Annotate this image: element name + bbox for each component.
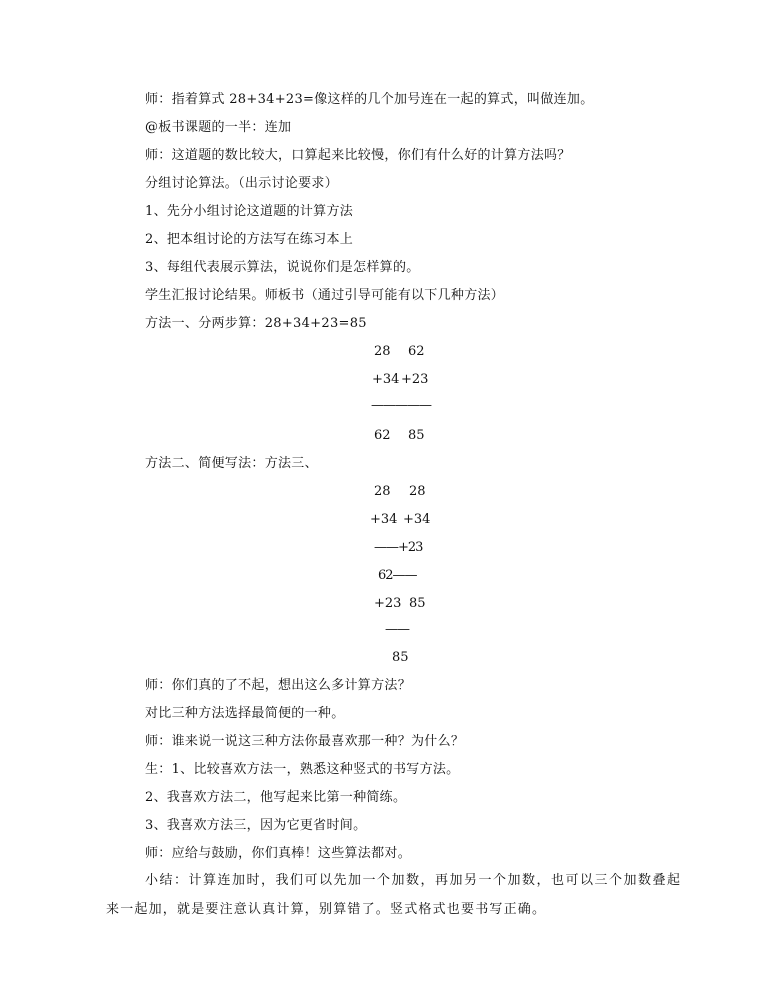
- m2-row3: ——+23: [374, 540, 423, 555]
- text-line-10: 师：你们真的了不起，想出这么多计算方法？: [145, 678, 412, 693]
- text-line-7: 3、每组代表展示算法，说说你们是怎样算的。: [145, 260, 420, 275]
- text-line-4: 分组讨论算法。（出示讨论要求）: [145, 176, 339, 191]
- m2-row1-b: 28: [409, 484, 426, 499]
- m2-row2-a: +34: [370, 512, 398, 527]
- m1-rule: —————: [371, 398, 431, 413]
- m2-rule: ——: [385, 622, 409, 637]
- text-line-8: 学生汇报讨论结果。师板书（通过引导可能有以下几种方法）: [145, 288, 505, 303]
- text-line-3: 师：这道题的数比较大，口算起来比较慢，你们有什么好的计算方法吗？: [145, 148, 571, 163]
- text-line-11: 对比三种方法选择最简便的一种。: [145, 706, 345, 721]
- m1-row2-a: +34: [372, 372, 400, 387]
- m1-row3-a: 62: [374, 428, 391, 443]
- text-line-9: 方法一、分两步算：28+34+23=85: [145, 316, 367, 331]
- text-line-2: @板书课题的一半：连加: [145, 120, 292, 135]
- text-line-15: 3、我喜欢方法三，因为它更省时间。: [145, 818, 367, 833]
- text-line-12: 师：谁来说一说这三种方法你最喜欢那一种？为什么？: [145, 734, 465, 749]
- summary-line-2: 来一起加，就是要注意认真计算，别算错了。竖式格式也要书写正确。: [106, 902, 547, 917]
- m2-row7: 85: [392, 650, 409, 665]
- text-line-5: 1、先分小组讨论这道题的计算方法: [145, 204, 354, 219]
- m2-row5-b: 85: [409, 596, 426, 611]
- m2-row4: 62——: [378, 568, 417, 583]
- text-line-14: 2、我喜欢方法二，他写起来比第一种简练。: [145, 790, 407, 805]
- text-line-6: 2、把本组讨论的方法写在练习本上: [145, 232, 354, 247]
- method23-heading: 方法二、简便写法：方法三、: [145, 456, 318, 471]
- m1-row1-b: 62: [408, 344, 425, 359]
- m1-row1-a: 28: [374, 344, 391, 359]
- m1-row3-b: 85: [408, 428, 425, 443]
- m2-row1-a: 28: [374, 484, 391, 499]
- text-line-16: 师：应给与鼓励，你们真棒！这些算法都对。: [145, 846, 412, 861]
- summary-line-1: 小结：计算连加时，我们可以先加一个加数，再加另一个加数，也可以三个加数叠起: [145, 873, 682, 888]
- text-line-1: 师：指着算式 28+34+23=像这样的几个加号连在一起的算式，叫做连加。: [145, 92, 594, 107]
- m2-row5-a: +23: [374, 596, 402, 611]
- text-line-13: 生：1、比较喜欢方法一，熟悉这种竖式的书写方法。: [145, 762, 460, 777]
- m2-row2-b: +34: [403, 512, 431, 527]
- m1-row2-b: +23: [401, 372, 429, 387]
